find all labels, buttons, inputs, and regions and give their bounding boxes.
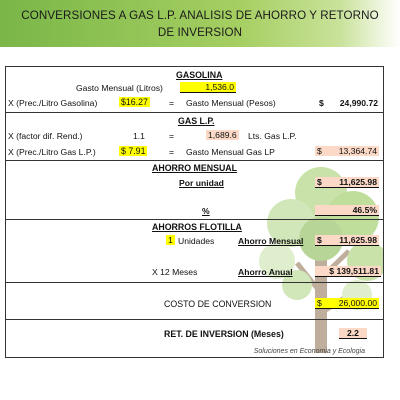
por-unidad-value: 11,625.98 [339,177,377,187]
costo-conversion-value: 26,000.00 [338,298,377,308]
page-title [0,7,400,41]
factor-label: X (factor dif. Rend.) [8,131,83,141]
divider [6,112,383,113]
unidades-value: 1 [168,235,173,245]
gasto-gaslp-amount [315,146,379,156]
meses-label: X 12 Meses [152,267,198,277]
lts-gaslp-value: 1,689.6 [208,130,237,140]
gasto-pesos-currency: $ [319,98,324,108]
lts-gaslp-label: Lts. Gas L.P. [248,131,297,141]
prec-gasolina-value: $16.27 [121,97,148,107]
gasto-gaslp-label: Gasto Mensual Gas LP [186,147,275,157]
por-unidad-amount [315,177,379,188]
por-unidad-label: Por unidad [179,178,224,188]
retorno-inversion-value: 2.2 [339,328,367,339]
ahorro-mensual-flotilla-value: 11,625.98 [339,235,377,245]
divider [6,160,383,161]
equals-sign: = [169,98,175,108]
gasto-gaslp-currency: $ [317,146,322,156]
ahorro-mensual-flotilla-currency: $ [317,235,322,245]
por-unidad-currency: $ [317,177,322,187]
gasolina-title: GASOLINA [176,70,223,80]
footer-logo-text: Soluciones en Economia y Ecologia [253,348,365,355]
header-banner [0,0,400,47]
ahorros-flotilla-title: AHORROS FLOTILLA [152,222,242,232]
gaslp-title: GAS L.P. [178,116,215,126]
ahorro-mensual-flotilla-label: Ahorro Mensual [238,236,304,246]
spreadsheet [5,66,384,358]
unidades-label: Unidades [178,236,215,246]
prec-gaslp-label: X (Prec./Litro Gas L.P.) [8,147,96,157]
costo-conversion-label: COSTO DE CONVERSION [164,299,272,309]
gasto-gaslp-value: 13,364.74 [338,146,377,156]
percent-value: 46.5% [315,205,379,216]
divider [6,219,383,220]
divider [6,282,383,283]
percent-label: % [202,206,210,216]
costo-conversion-amount [315,298,379,309]
prec-gasolina-label: X (Prec./Litro Gasolina) [8,98,98,108]
costo-conversion-currency: $ [317,298,322,308]
gasto-pesos-label: Gasto Mensual (Pesos) [186,98,276,108]
gasto-pesos-value: 24,990.72 [339,98,378,108]
divider [6,319,383,320]
page-title-line1: CONVERSIONES A GAS L.P. ANALISIS DE AHORRO Y RETORNO [21,9,379,22]
ahorro-anual-value: $ 139,511.81 [315,266,381,277]
ahorro-mensual-title: AHORRO MENSUAL [152,163,238,173]
equals-sign: = [169,131,175,141]
prec-gaslp-value: $ 7.91 [121,146,146,156]
gasto-litros-label: Gasto Mensual (Litros) [76,83,163,93]
retorno-inversion-label: RET. DE INVERSION (Meses) [164,329,284,339]
equals-sign: = [169,147,175,157]
page-title-line2: DE INVERSION [157,26,243,39]
ahorro-mensual-flotilla-amount [315,235,379,246]
gasto-litros-value: 1,536.0 [180,82,236,93]
factor-value: 1.1 [133,131,145,141]
ahorro-anual-label: Ahorro Anual [238,267,293,277]
